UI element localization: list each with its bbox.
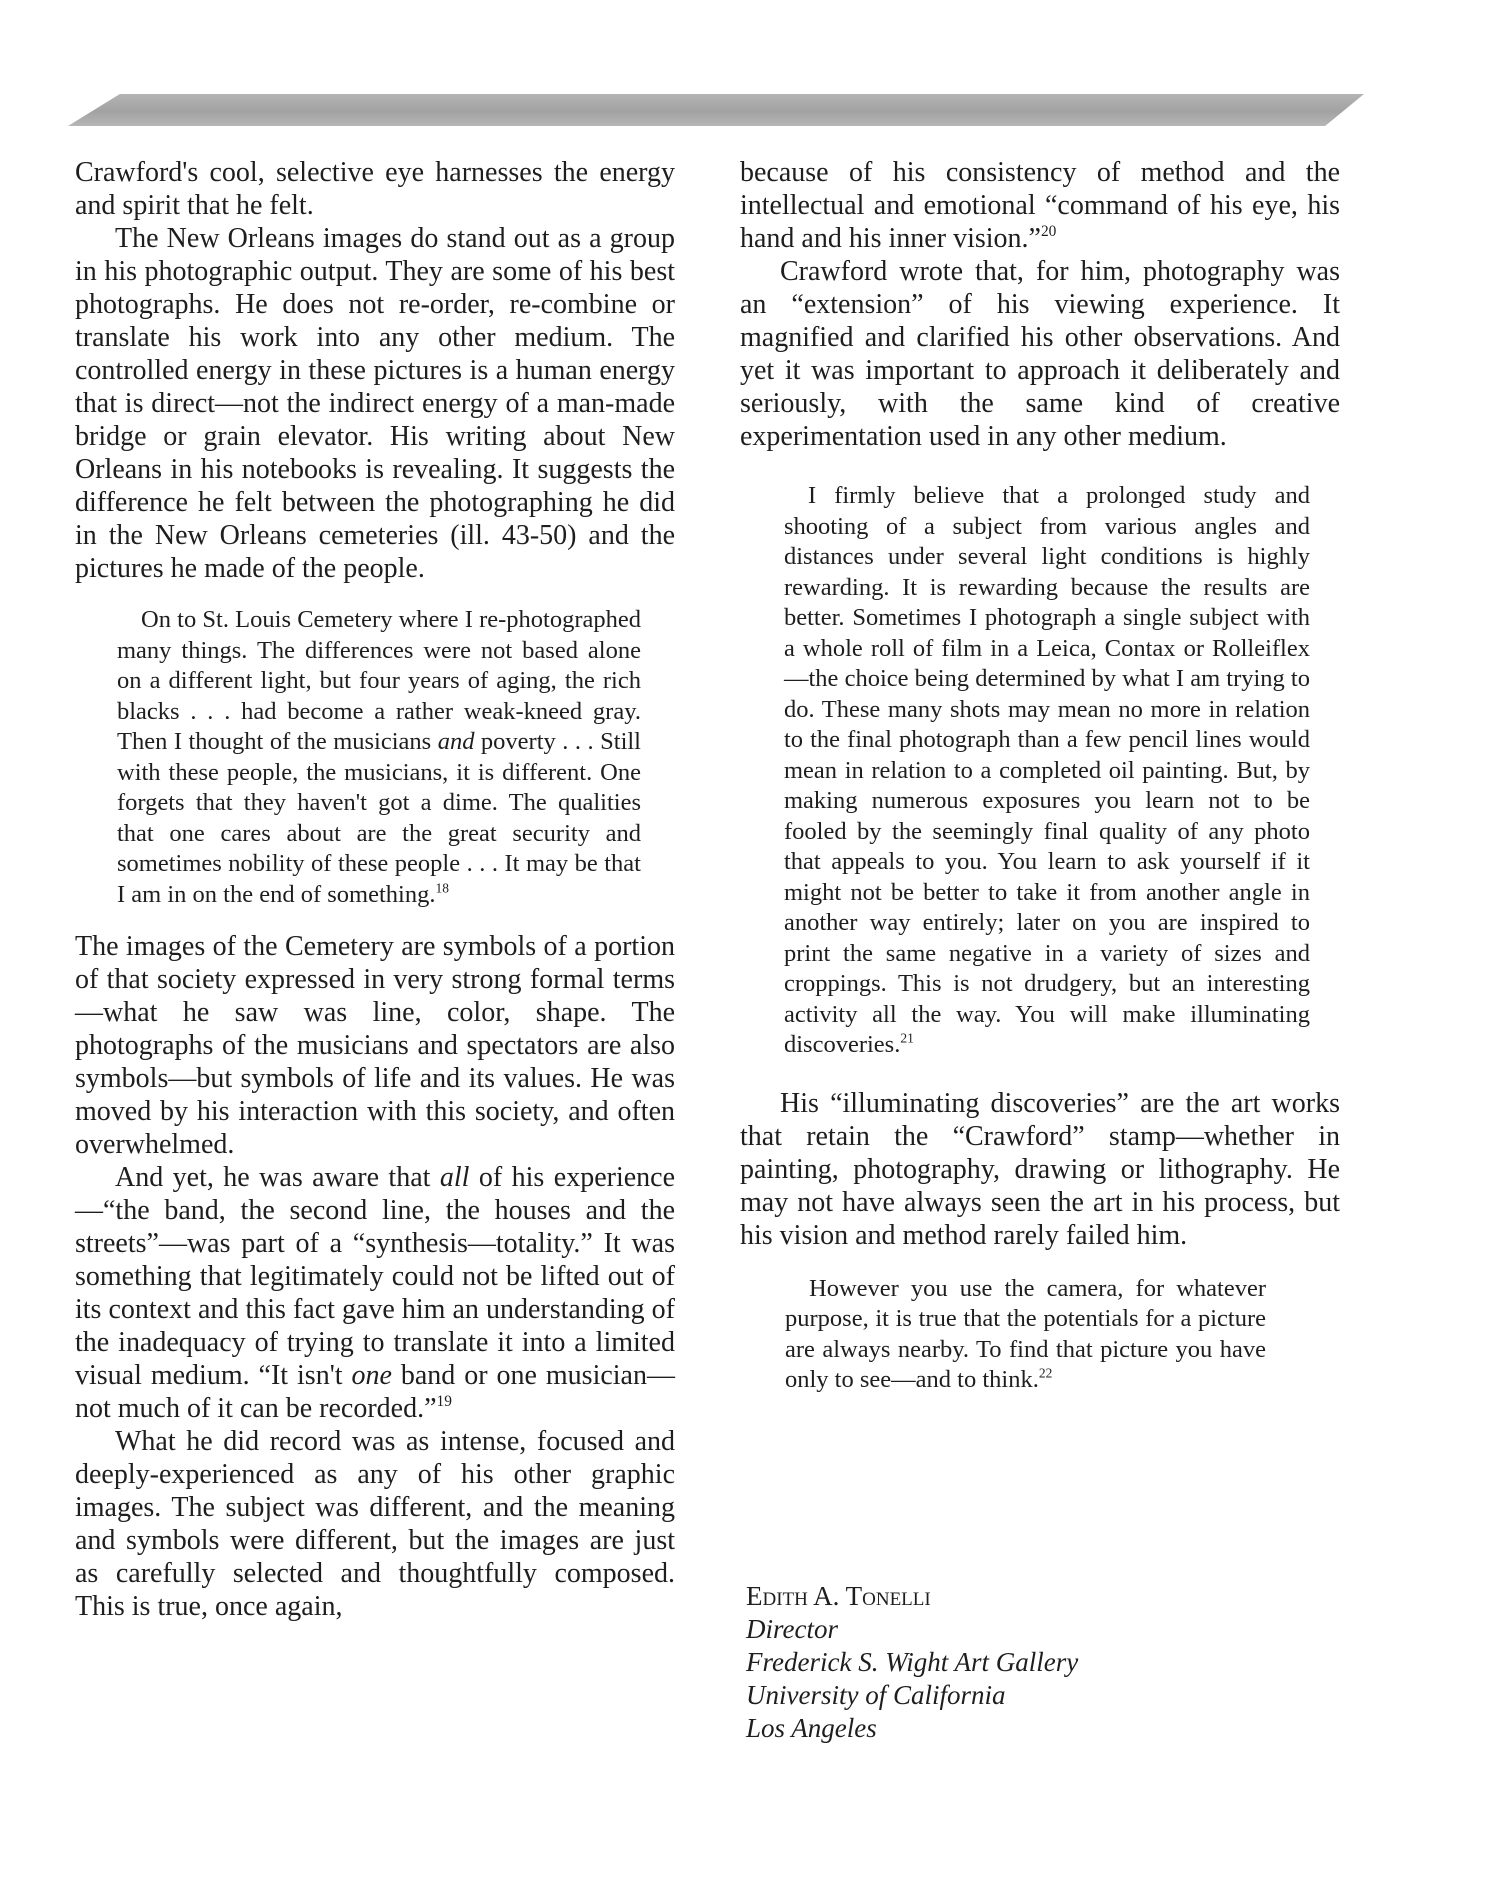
paragraph-emphasis: all: [439, 1162, 470, 1193]
footnote-ref: 21: [900, 1030, 914, 1046]
author-signature: [746, 1580, 1078, 1745]
block-quote: [740, 481, 1340, 1061]
footnote-ref: 19: [436, 1393, 452, 1411]
paragraph: Crawford wrote that, for him, photography was an “extension” of his viewing experience. It magnified and clarified his other observations. And yet it was important to approach it deliberately and seriously, with the same kind of creative experimentation used in any other medium.: [740, 256, 1340, 452]
author-city: Los Angeles: [746, 1713, 877, 1743]
paragraph-text: And yet, he was aware that: [115, 1162, 440, 1193]
paragraph: [75, 1161, 675, 1425]
quote-text: poverty . . . Still with these people, the musicians, it is different. One forgets that they haven't got a dime. The qualities that one cares about are the great security and sometimes nobility of these people . . . It may be that I am in on the end of something.: [117, 728, 641, 908]
quote-emphasis: and: [437, 728, 475, 755]
paragraph: [740, 156, 1340, 255]
block-quote: [75, 605, 675, 910]
footnote-ref: 22: [1038, 1365, 1053, 1381]
paragraph-text: of his experience—“the band, the second line, the houses and the streets”—was part of a “synthesis—totality.” It was something that legitimately could not be lifted out of its context and this fact gave him an understanding of the inadequacy of trying to translate it into a limited visual medium. “It isn't: [75, 1162, 676, 1391]
author-name: Edith A. Tonelli: [746, 1581, 931, 1611]
paragraph-emphasis: one: [351, 1360, 392, 1391]
paragraph: Crawford's cool, selective eye harnesses the energy and spirit that he felt.: [75, 157, 675, 221]
right-column: [740, 156, 1340, 1396]
quote-text: I firmly believe that a prolonged study and shooting of a subject from various angles and distances under several light conditions is highly rewarding. It is rewarding because the results are better. Sometimes I photograph a single subject with a whole roll of film in a Leica, Contax or Rolleiflex—the choice being determined by what I am trying to do. These many shots may mean no more in relation to the final photograph than a few pencil lines would mean in relation to a completed oil painting. But, by making numerous exposures you learn not to be fooled by the seemingly final quality of any photo that appeals to you. You learn to ask yourself if it might not be better to take it from another angle in another way entirely; later on you are inspired to print the same negative in a variety of sizes and croppings. This is not drudgery, but an interesting activity all the way. You will make illuminating discoveries.: [784, 482, 1310, 1058]
block-quote: [740, 1274, 1340, 1396]
paragraph: What he did record was as intense, focused and deeply-experienced as any of his other graphic images. The subject was different, and the meaning and symbols were different, but the images are just as carefully selected and thoughtfully composed. This is true, once again,: [75, 1426, 675, 1622]
paragraph: His “illuminating discoveries” are the art works that retain the “Crawford” stamp—whether in painting, photography, drawing or lithography. He may not have always seen the art in his process, but his vision and method rarely failed him.: [740, 1087, 1340, 1251]
footnote-ref: 18: [435, 880, 449, 896]
paragraph: The images of the Cemetery are symbols of a portion of that society expressed in very strong formal terms—what he saw was line, color, shape. The photographs of the musicians and spectators are also symbols—but symbols of life and its values. He was moved by his interaction with this society, and often overwhelmed.: [75, 931, 675, 1160]
author-university: University of California: [746, 1680, 1006, 1710]
quote-text: On to St. Louis Cemetery where I re-photographed many things. The differences were not based alone on a different light, but four years of aging, the rich blacks . . . had become a rather weak-kneed gray. Then I thought of the musicians: [117, 606, 641, 755]
author-gallery: Frederick S. Wight Art Gallery: [746, 1647, 1079, 1677]
quote-text: However you use the camera, for whatever purpose, it is true that the potentials for a picture are always nearby. To find that picture you have only to see—and to think.: [785, 1274, 1266, 1393]
author-title: Director: [746, 1614, 838, 1644]
footnote-ref: 20: [1040, 223, 1057, 241]
paragraph: The New Orleans images do stand out as a group in his photographic output. They are some of his best photographs. He does not re-order, re-combine or translate his work into any other medium. The controlled energy in these pictures is a human energy that is direct—not the indirect energy of a man-made bridge or grain elevator. His writing about New Orleans in his notebooks is revealing. It suggests the difference he felt between the photographing he did in the New Orleans cemeteries (ill. 43-50) and the pictures he made of the people.: [75, 223, 675, 584]
header-gray-banner: [68, 94, 1364, 126]
left-column: [75, 156, 675, 1623]
paragraph-text: because of his consistency of method and the intellectual and emotional “command of his eye, his hand and his inner vision.”: [740, 157, 1340, 254]
paragraph-text: band or one musician—not much of it can be recorded.”: [75, 1360, 675, 1424]
